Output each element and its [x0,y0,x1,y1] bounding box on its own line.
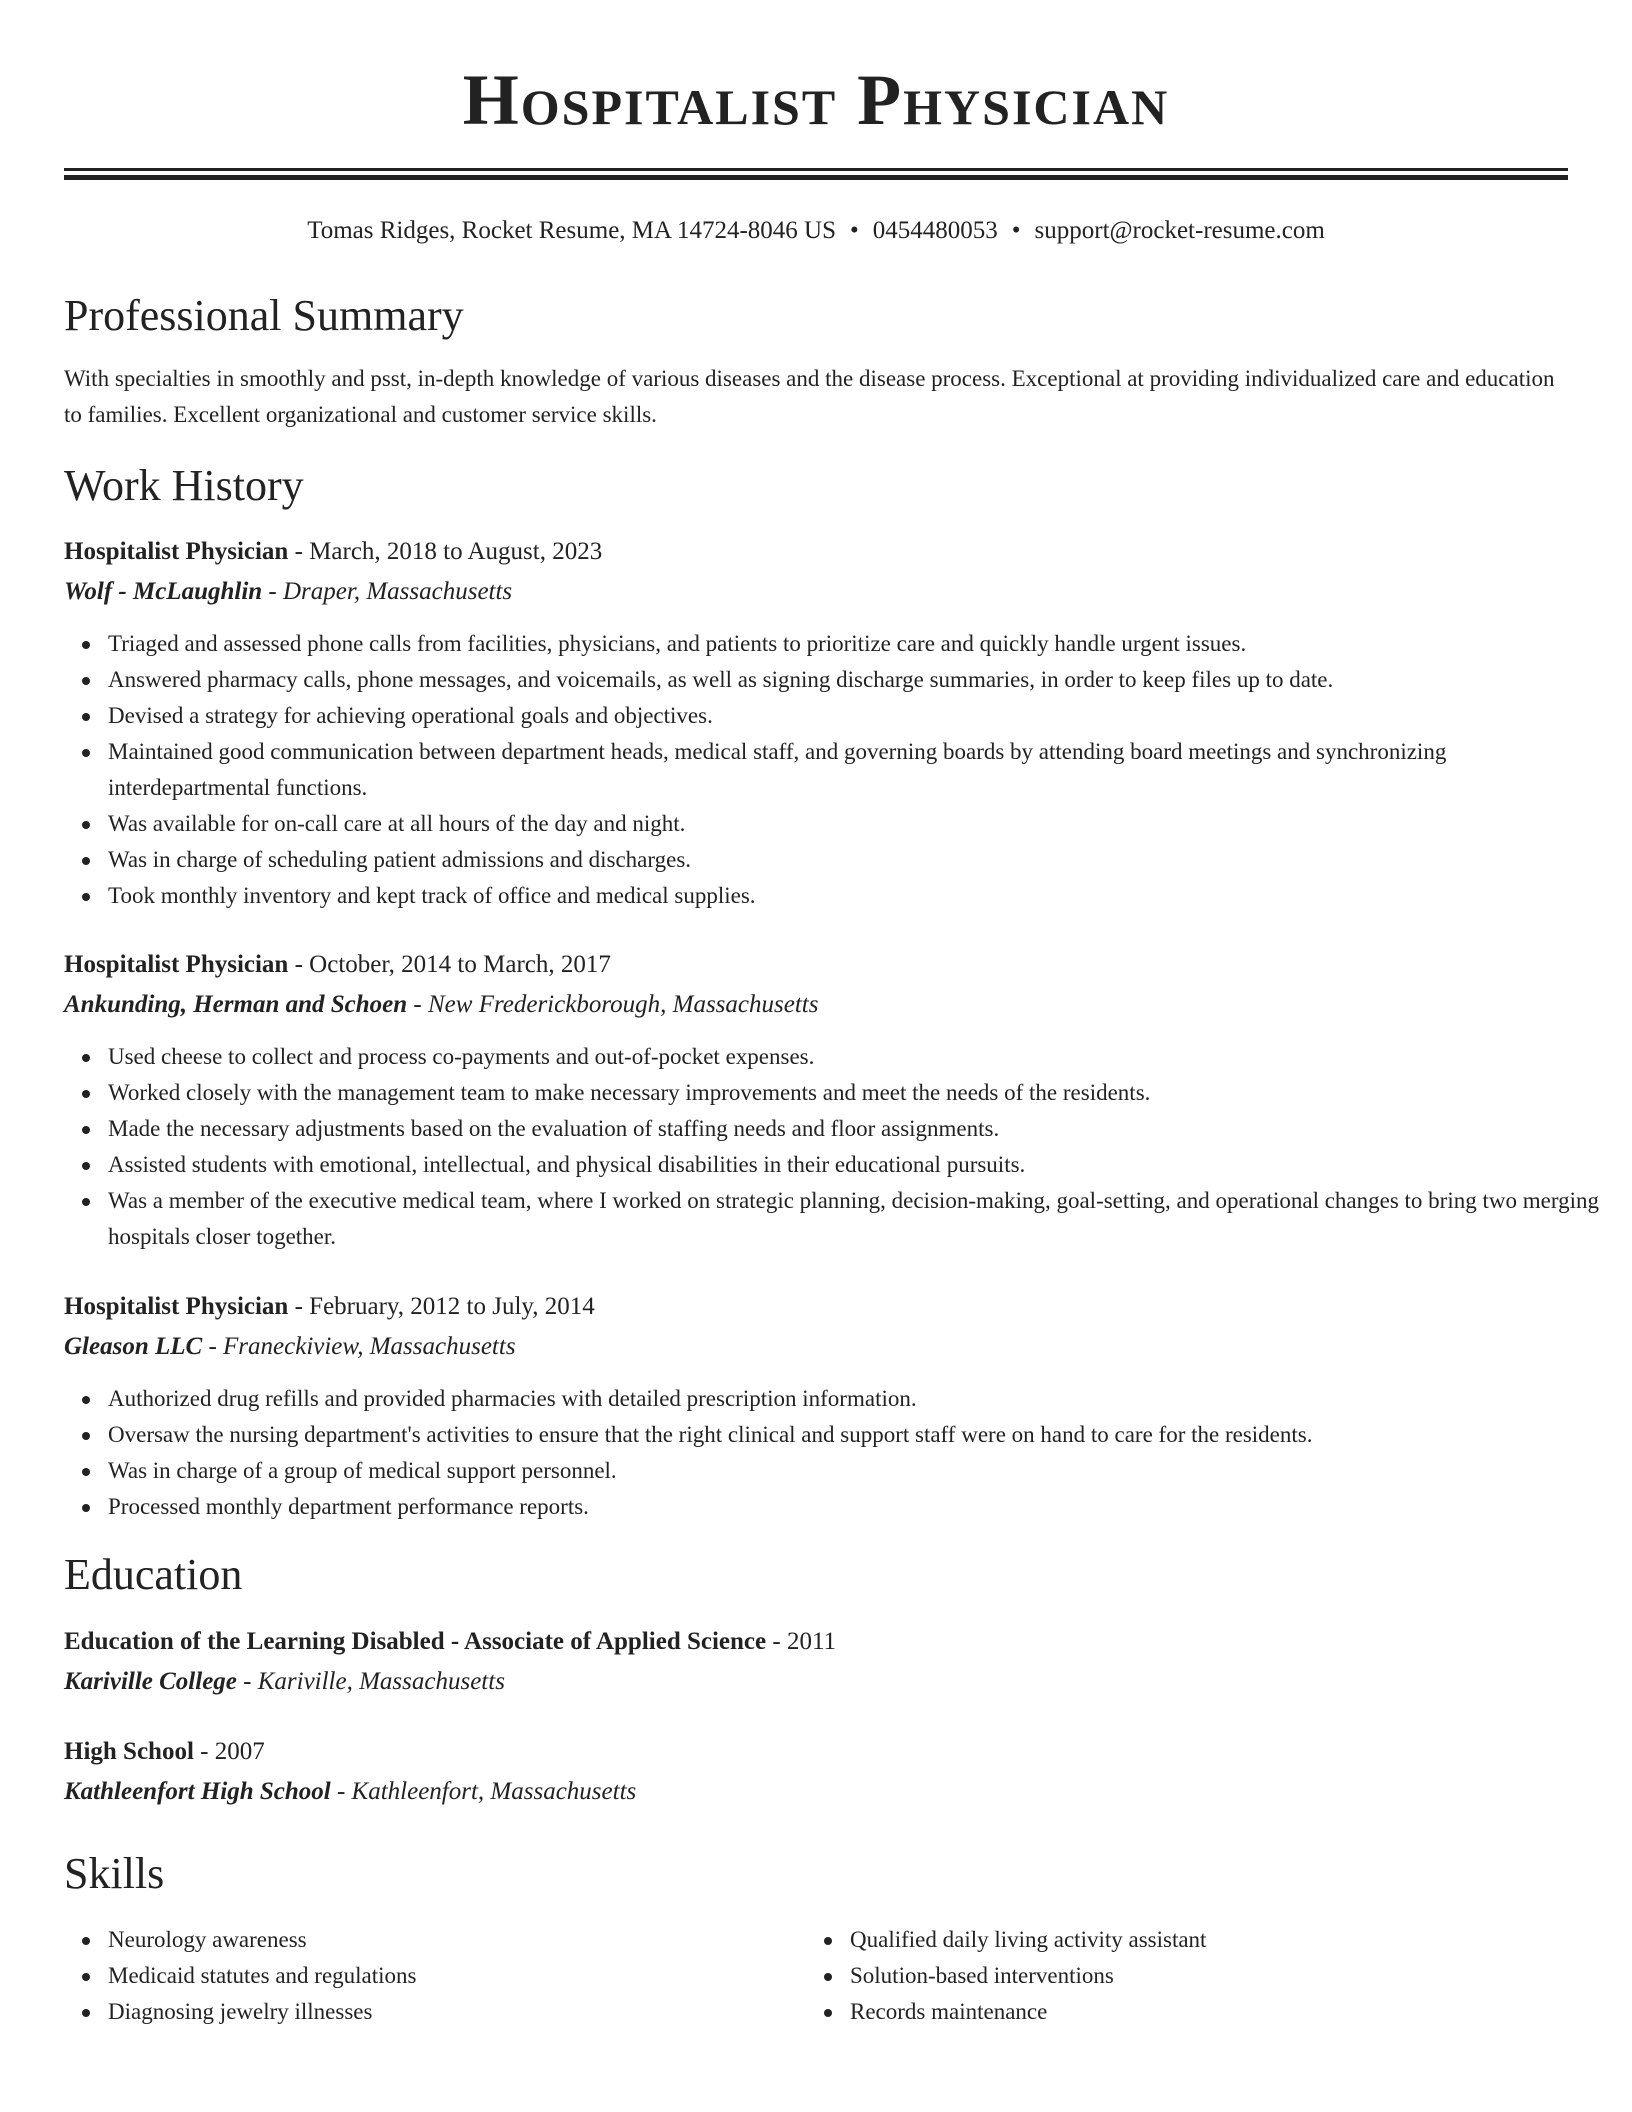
skill-item: Qualified daily living activity assistant [850,1922,1632,1958]
degree-year: - 2007 [193,1738,265,1765]
degree-year: - 2011 [766,1628,837,1655]
job-dates: - February, 2012 to July, 2014 [288,1293,595,1320]
employer-line [64,987,818,1023]
summary-text: With specialties in smoothly and psst, in-depth knowledge of various diseases and the disease process. Exceptional at providing individualized care and education to families. Excellent organizational and customer service skills. [64,366,1555,427]
list-item: Processed monthly department performance reports. [108,1489,1612,1525]
school-name: Kariville College [64,1668,237,1695]
job-dates: - October, 2014 to March, 2017 [288,951,611,978]
school-line [64,1774,636,1810]
degree-name: High School [64,1738,194,1765]
list-item: Maintained good communication between department heads, medical staff, and governing boards by attending board meetings and synchronizing interdepartmental functions. [108,734,1612,806]
resume-title: Hospitalist Physician [462,60,1170,140]
list-item: Was in charge of a group of medical support personnel. [108,1453,1612,1489]
contact-phone: 0454480053 [872,217,998,244]
job-title: Hospitalist Physician [64,538,289,565]
contact-line [64,215,1568,247]
job-dates: - March, 2018 to August, 2023 [288,538,603,565]
employer-location: - Draper, Massachusetts [262,578,513,605]
job-title-line [64,1289,595,1325]
employer-name: Ankunding, Herman and Schoen [64,991,408,1018]
employer-name: Gleason LLC [64,1333,203,1360]
list-item: Was a member of the executive medical team, where I worked on strategic planning, decision-making, goal-setting, and operational changes to bring two merging hospitals closer together. [108,1183,1612,1255]
list-item: Took monthly inventory and kept track of office and medical supplies. [108,878,1612,914]
school-location: - Kariville, Massachusetts [236,1668,505,1695]
title-divider-thin [64,175,1568,180]
degree-name: Education of the Learning Disabled - Associate of Applied Science [64,1628,767,1655]
title-divider-thick [64,168,1568,171]
list-item: Worked closely with the management team to make necessary improvements and meet the needs of the residents. [108,1075,1612,1111]
work-history-heading: Work History [64,461,304,510]
list-item: Answered pharmacy calls, phone messages, and voicemails, as well as signing discharge summaries, in order to keep files up to date. [108,662,1612,698]
skills-heading: Skills [64,1849,165,1898]
employer-line [64,1329,516,1365]
list-item: Was available for on-call care at all hours of the day and night. [108,806,1612,842]
employer-line [64,574,512,610]
job-title: Hospitalist Physician [64,951,289,978]
job-bullets [64,1381,1612,1525]
employer-name: Wolf - McLaughlin [64,578,263,605]
employer-location: - Franeckiview, Massachusetts [202,1333,516,1360]
list-item: Triaged and assessed phone calls from facilities, physicians, and patients to prioritize care and quickly handle urgent issues. [108,626,1612,662]
job-bullets [64,626,1612,914]
list-item: Authorized drug refills and provided pharmacies with detailed prescription information. [108,1381,1612,1417]
education-heading: Education [64,1550,243,1599]
resume-page [64,0,1599,2024]
contact-separator: • [1011,217,1021,244]
summary-heading: Professional Summary [64,291,464,340]
skill-item: Medicaid statutes and regulations [108,1958,1612,1994]
school-name: Kathleenfort High School [64,1778,331,1805]
list-item: Used cheese to collect and process co-payments and out-of-pocket expenses. [108,1039,1612,1075]
list-item: Assisted students with emotional, intellectual, and physical disabilities in their educational pursuits. [108,1147,1612,1183]
education-degree-line [64,1624,836,1660]
skill-item: Solution-based interventions [850,1958,1632,1994]
skill-item: Records maintenance [850,1994,1632,2030]
list-item: Devised a strategy for achieving operational goals and objectives. [108,698,1612,734]
skill-item: Neurology awareness [108,1922,1612,1958]
list-item: Oversaw the nursing department's activities to ensure that the right clinical and support staff were on hand to care for the residents. [108,1417,1612,1453]
education-degree-line [64,1734,265,1770]
list-item: Made the necessary adjustments based on the evaluation of staffing needs and floor assignments. [108,1111,1612,1147]
job-title: Hospitalist Physician [64,1293,289,1320]
contact-address: Tomas Ridges, Rocket Resume, MA 14724-8046 US [307,217,836,244]
job-title-line [64,947,611,983]
employer-location: - New Frederickborough, Massachusetts [407,991,819,1018]
skills-list-right [806,1922,1632,2030]
skill-item: Diagnosing jewelry illnesses [108,1994,1612,2030]
job-bullets [64,1039,1612,1255]
job-title-line [64,534,602,570]
contact-email: support@rocket-resume.com [1034,217,1325,244]
school-line [64,1664,505,1700]
list-item: Was in charge of scheduling patient admissions and discharges. [108,842,1612,878]
contact-separator: • [849,217,859,244]
school-location: - Kathleenfort, Massachusetts [330,1778,637,1805]
